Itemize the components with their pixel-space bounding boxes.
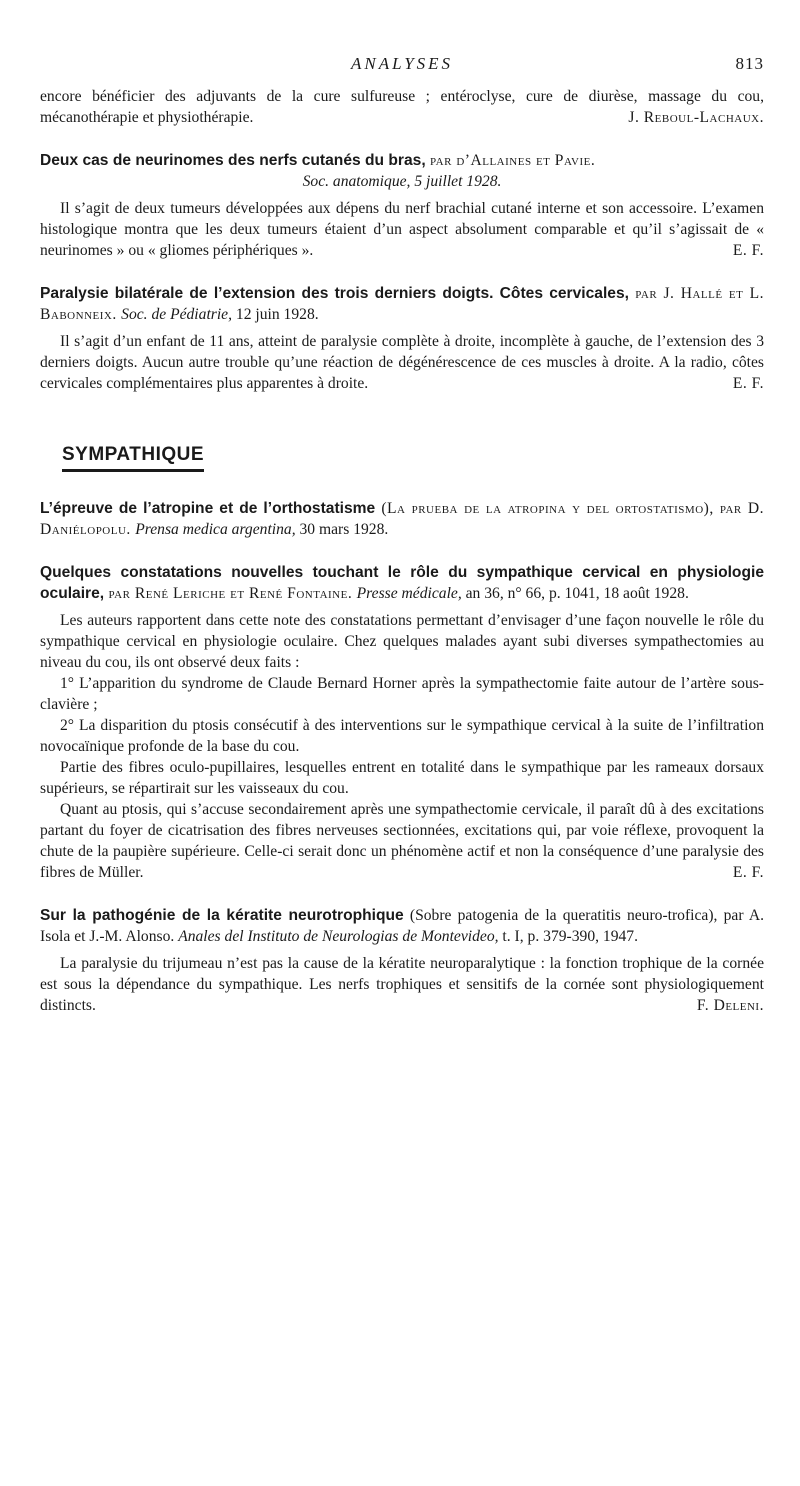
article-title: Sur la pathogénie de la kératite neurotrophique: [40, 907, 404, 924]
page-body: [40, 86, 764, 1038]
article-author: F. Deleni.: [696, 997, 764, 1014]
intro-paragraph: [40, 86, 764, 128]
article-title-block: [40, 905, 764, 947]
article-sympathique-cervical: [40, 562, 764, 883]
article-body: Il s’agit de deux tumeurs développées aux dépens du nerf brachial cutané interne et son accessoire. L’examen histologique montra que les deux tumeurs étaient d’un aspect absolument comparable et qu’il s’agissait de « neurinomes » ou « gliomes périphériques ».: [40, 200, 764, 259]
article-keratite: [40, 905, 764, 1016]
article-title: L’épreuve de l’atropine et de l’orthostatisme: [40, 500, 376, 517]
article-neurinomes: [40, 150, 764, 261]
article-byline: par J. Hallé et L. Babonneix.: [40, 285, 764, 323]
page-header: [40, 54, 764, 78]
article-atropine: [40, 498, 764, 540]
article-author: E. F.: [732, 375, 764, 392]
article-title-block: [40, 283, 764, 325]
article-paragraph: Partie des fibres oculo-pupillaires, lesquelles entrent en totalité dans le sympathique par les rameaux dorsaux supérieurs, se répartirait sur les vaisseaux du cou.: [40, 759, 764, 797]
article-author: E. F.: [732, 242, 764, 259]
article-reference: Presse médicale,: [356, 585, 462, 602]
article-date: an 36, n° 66, p. 1041, 18 août 1928.: [461, 585, 689, 602]
article-reference: Soc. de Pédiatrie,: [121, 306, 232, 323]
article-title: Deux cas de neurinomes des nerfs cutanés du bras,: [40, 152, 426, 169]
article-byline: (Sobre patogenia de la queratitis neuro-trofica), par A. Isola et J.-M. Alonso.: [40, 907, 764, 945]
intro-author: J. Reboul-Lachaux.: [628, 109, 764, 126]
article-date: t. I, p. 379-390, 1947.: [498, 928, 638, 945]
article-byline: par d’Allaines et Pavie.: [425, 152, 596, 169]
article-reference: Soc. anatomique, 5 juillet 1928.: [302, 173, 502, 190]
article-reference: Prensa medica argentina,: [135, 521, 296, 538]
article-paragraph: Quant au ptosis, qui s’accuse secondairement après une sympathectomie cervicale, il paraît dû à des excitations partant du foyer de cicatrisation des fibres nerveuses sectionnées, excitations qui, par voie réflexe, provoquent la chute de la paupière supérieure. Celle-ci serait donc un phénomène actif et non la conséquence d’une paralysie des fibres de Müller.: [40, 801, 764, 881]
intro-text: encore bénéficier des adjuvants de la cure sulfureuse ; entéroclyse, cure de diurèse, massage du cou, mécanothérapie et physiothérapie.: [40, 88, 764, 126]
article-title-block: [40, 150, 764, 192]
article-title-block: [40, 498, 764, 540]
page-number: 813: [735, 54, 764, 73]
article-title: Paralysie bilatérale de l’extension des trois derniers doigts. Côtes cervicales,: [40, 285, 629, 302]
running-title: ANALYSES: [350, 54, 454, 73]
article-paragraph: Les auteurs rapportent dans cette note des constatations permettant d’envisager d’une façon nouvelle le rôle du sympathique cervical en physiologie oculaire. Chez quelques malades ayant subi diverses sympathectomies au niveau du cou, ils ont observé deux faits :: [40, 612, 764, 671]
article-byline: (La prueba de la atropina y del ortostatismo), par D. Daniélopolu.: [40, 500, 764, 538]
article-title-block: [40, 562, 764, 604]
article-date: 30 mars 1928.: [295, 521, 389, 538]
article-body: La paralysie du trijumeau n’est pas la cause de la kératite neuroparalytique : la fonction trophique de la cornée est sous la dépendance du sympathique. Les nerfs trophiques et sensitifs de la cornée sont physiologiquement distincts.: [40, 955, 764, 1014]
section-heading: SYMPATHIQUE: [62, 444, 204, 472]
article-paragraph: 1° L’apparition du syndrome de Claude Bernard Horner après la sympathectomie faite autour de l’artère sous-clavière ;: [40, 675, 764, 713]
article-reference: Anales del Instituto de Neurologias de Montevideo,: [178, 928, 499, 945]
article-byline: par René Leriche et René Fontaine.: [104, 585, 357, 602]
article-title: Quelques constatations nouvelles touchant le rôle du sympathique cervical en physiologie oculaire,: [40, 564, 764, 602]
article-author: E. F.: [732, 864, 764, 881]
article-paragraph: 2° La disparition du ptosis consécutif à des interventions sur le sympathique cervical à la suite de l’infiltration novocaïnique profonde de la base du cou.: [40, 717, 764, 755]
article-date: 12 juin 1928.: [232, 306, 319, 323]
article-body: Il s’agit d’un enfant de 11 ans, atteint de paralysie complète à droite, incomplète à gauche, de l’extension des 3 derniers doigts. Aucun autre trouble qu’une réaction de dégénérescence de ces muscles à droite. A la radio, côtes cervicales complémentaires plus apparentes à droite.: [40, 333, 764, 392]
article-paralysie: [40, 283, 764, 394]
